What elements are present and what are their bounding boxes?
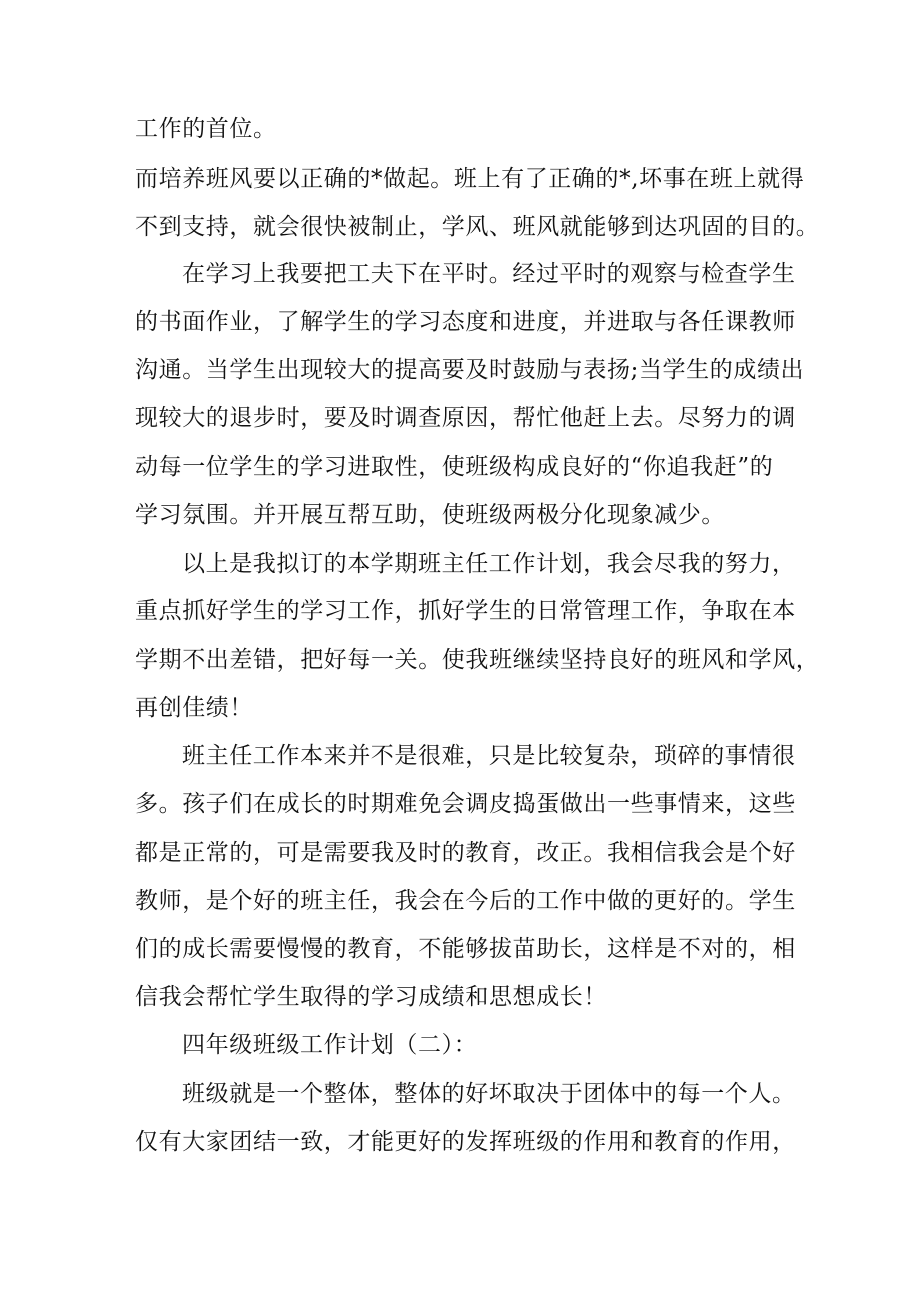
text-line: 学习氛围。并开展互帮互助，使班级两极分化现象减少。 (135, 502, 725, 528)
text-line: 工作的首位。 (135, 116, 277, 142)
text-line: 信我会帮忙学生取得的学习成绩和思想成长！ (135, 984, 607, 1010)
text-line: 都是正常的，可是需要我及时的教育，改正。我相信我会是个好 (135, 840, 796, 866)
text-line: 而培养班风要以正确的*做起。班上有了正确的*,坏事在班上就得 (135, 166, 805, 192)
text-line: 仅有大家团结一致，才能更好的发挥班级的作用和教育的作用， (135, 1129, 796, 1155)
text-line: 多。孩子们在成长的时期难免会调皮捣蛋做出一些事情来，这些 (135, 791, 796, 817)
text-line: 现较大的退步时，要及时调查原因，帮忙他赶上去。尽努力的调 (135, 405, 796, 431)
text-line: 的书面作业，了解学生的学习态度和进度，并进取与各任课教师 (135, 309, 796, 335)
text-line: 不到支持，就会很快被制止，学风、班风就能够到达巩固的目的。 (135, 214, 820, 240)
text-line: 学期不出差错，把好每一关。使我班继续坚持良好的班风和学风， (135, 647, 820, 673)
text-line: 重点抓好学生的学习工作，抓好学生的日常管理工作，争取在本 (135, 598, 796, 624)
text-line: 再创佳绩！ (135, 695, 253, 721)
text-line: 班级就是一个整体，整体的好坏取决于团体中的每一个人。 (182, 1081, 796, 1107)
text-line: 教师，是个好的班主任，我会在今后的工作中做的更好的。学生 (135, 888, 796, 914)
text-line: 在学习上我要把工夫下在平时。经过平时的观察与检查学生 (182, 261, 796, 287)
text-line: 沟通。当学生出现较大的提高要及时鼓励与表扬;当学生的成绩出 (135, 357, 805, 383)
section-heading: 四年级班级工作计划（二）： (182, 1032, 478, 1058)
text-line: 动每一位学生的学习进取性，使班级构成良好的“你追我赶”的 (135, 454, 774, 480)
text-line: 以上是我拟订的本学期班主任工作计划，我会尽我的努力， (182, 551, 796, 577)
text-line: 们的成长需要慢慢的教育，不能够拔苗助长，这样是不对的，相 (135, 936, 796, 962)
text-line: 班主任工作本来并不是很难，只是比较复杂，琐碎的事情很 (182, 743, 796, 769)
